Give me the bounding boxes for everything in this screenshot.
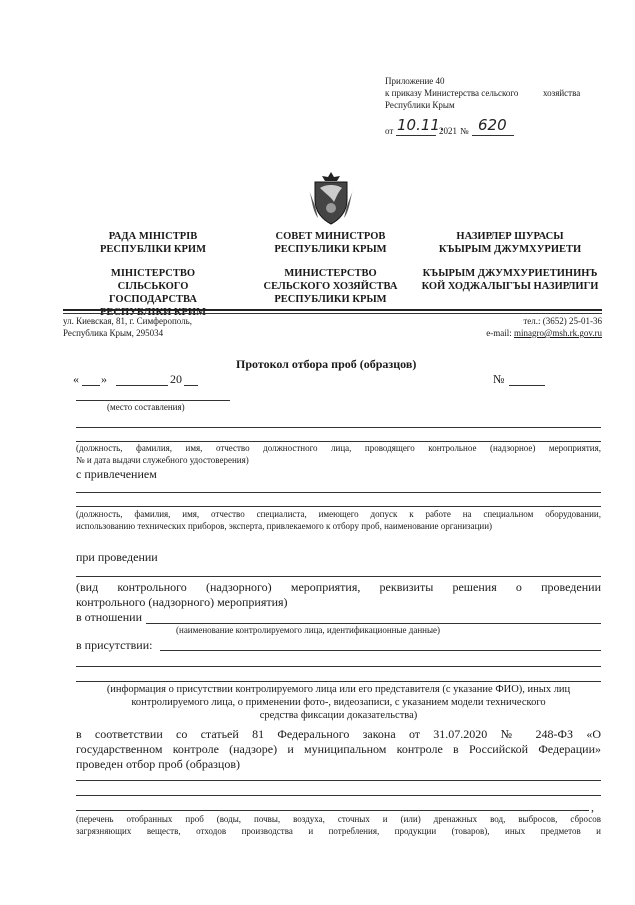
presence-caption: [76, 683, 601, 722]
place-field[interactable]: [76, 400, 230, 401]
appendix-number: 620: [478, 116, 507, 134]
date-day-field[interactable]: [82, 385, 100, 386]
header-left-line-6: РЕСПУБЛІКИ КРИМ: [100, 307, 206, 318]
official-caption-1: (должность, фамилия, имя, отчество должностного лица, проводящего контрольное (надзорное) мероприятия,: [76, 443, 601, 453]
contact-email: [486, 328, 602, 339]
appendix-number-line: [472, 135, 514, 136]
controlled-field[interactable]: [146, 623, 601, 624]
official-caption-2: № и дата выдачи служебного удостоверения): [76, 455, 249, 465]
appendix-line-3: Республики Крым: [385, 100, 455, 110]
samples-comma: ,: [591, 800, 594, 814]
contact-phone: тел.: (3652) 25-01-36: [523, 316, 602, 326]
samples-field-1[interactable]: [76, 780, 601, 781]
appendix-line-2: к приказу Министерства сельского: [385, 88, 519, 98]
law-line-3: проведен отбор проб (образцов): [76, 757, 241, 771]
specialist-caption-2: использованию технических приборов, эксперта, привлекаемого к отбору проб, наименование организации): [76, 521, 493, 531]
appendix-date-line: [396, 135, 436, 136]
header-right-line-1: НАЗИРЛЕР ШУРАСЫ: [456, 231, 564, 242]
header-left: [88, 230, 218, 319]
header-left-line-3: МІНІСТЕРСТВО: [110, 268, 196, 279]
presence-caption-2: контролируемого лица, о применении фото-, видеозаписи, с указанием модели технического: [131, 697, 546, 708]
appendix-year: 2021: [439, 126, 457, 136]
regarding-label: в отношении: [76, 610, 143, 624]
specialist-caption-1: (должность, фамилия, имя, отчество специалиста, имеющего допуск к работе на специальном оборудовании,: [76, 509, 601, 519]
presence-field-3[interactable]: [76, 681, 601, 682]
official-field-2[interactable]: [76, 441, 601, 442]
address-line-1: ул. Киевская, 81, г. Симферополь,: [63, 316, 193, 326]
samples-field-2[interactable]: [76, 795, 601, 796]
presence-caption-3: средства фиксации доказательства): [259, 710, 418, 721]
involving-label: с привлечением: [76, 467, 157, 481]
date-month-field[interactable]: [116, 385, 168, 386]
document-title: Протокол отбора проб (образцов): [236, 357, 417, 371]
coat-of-arms-emblem: [306, 170, 356, 226]
contact-email-link[interactable]: minagro@msh.rk.gov.ru: [514, 328, 602, 338]
appendix-num-prefix: №: [460, 126, 469, 136]
place-caption: (место составления): [107, 402, 185, 412]
header-left-line-5: ГОСПОДАРСТВА: [109, 294, 197, 305]
header-rule-thick: [63, 309, 602, 311]
law-line-2: государственном контроле (надзоре) и муниципальном контроле в Российской Федерации»: [76, 742, 601, 756]
samples-caption-2: загрязняющих веществ, отходов производства и потребления, продукции (товаров), иных предметов и: [76, 826, 601, 836]
event-caption-2: контрольного (надзорного) мероприятия): [76, 595, 288, 609]
specialist-field-2[interactable]: [76, 506, 601, 507]
address-line-2: Республика Крым, 295034: [63, 328, 164, 338]
header-right-line-2: КЪЫРЫМ ДЖУМХУРИЕТИ: [438, 244, 582, 255]
protocol-number-label: №: [493, 372, 505, 386]
event-caption-1: (вид контрольного (надзорного) мероприятия, реквизиты решения о проведении: [76, 580, 601, 594]
date-year-prefix: 20: [170, 372, 182, 386]
contact-email-prefix: e-mail:: [486, 328, 515, 338]
law-line-1: в соответствии со статьей 81 Федерального закона от 31.07.2020 № 248-ФЗ «О: [76, 727, 601, 741]
during-label: при проведении: [76, 550, 158, 564]
presence-label: в присутствии:: [76, 638, 153, 652]
header-rule-thin: [63, 313, 602, 314]
header-center-line-1: СОВЕТ МИНИСТРОВ: [275, 231, 386, 242]
header-right-line-4: КОЙ ХОДЖАЛЫГЪЫ НАЗИРЛИГИ: [421, 281, 599, 292]
samples-field-3[interactable]: [76, 810, 589, 811]
presence-caption-1: (информация о присутствии контролируемого лица или его представителя (с указание ФИО), иных лиц: [106, 684, 571, 695]
header-left-line-4: СІЛЬСЬКОГО: [117, 281, 189, 292]
header-center: [258, 230, 403, 306]
event-field[interactable]: [76, 576, 601, 577]
header-center-line-3: МИНИСТЕРСТВО: [284, 268, 377, 279]
presence-field-1[interactable]: [160, 650, 601, 651]
appendix-from-prefix: от: [385, 126, 394, 136]
header-right-line-3: КЪЫРЫМ ДЖУМХУРИЕТИНИНЪ: [422, 268, 598, 279]
official-field-1[interactable]: [76, 427, 601, 428]
controlled-caption: (наименование контролируемого лица, идентификационные данные): [176, 625, 441, 635]
date-quote-open: «: [73, 372, 79, 386]
presence-field-2[interactable]: [76, 666, 601, 667]
header-left-line-2: РЕСПУБЛІКИ КРИМ: [100, 244, 206, 255]
appendix-line-2b: хозяйства: [543, 88, 581, 98]
date-year-field[interactable]: [184, 385, 198, 386]
appendix-date: 10.11.: [397, 116, 445, 134]
header-left-line-1: РАДА МІНІСТРІВ: [108, 231, 198, 242]
date-quote-close: »: [101, 372, 107, 386]
specialist-field-1[interactable]: [76, 492, 601, 493]
header-center-line-4: СЕЛЬСКОГО ХОЗЯЙСТВА: [263, 281, 398, 292]
protocol-number-field[interactable]: [509, 385, 545, 386]
header-right: [420, 230, 600, 293]
header-center-line-2: РЕСПУБЛИКИ КРЫМ: [274, 244, 387, 255]
header-center-line-5: РЕСПУБЛИКИ КРЫМ: [274, 294, 387, 305]
appendix-line-1: Приложение 40: [385, 76, 445, 86]
samples-caption-1: (перечень отобранных проб (воды, почвы, воздуха, сточных и (или) дренажных вод, выбросов, сбросов: [76, 814, 601, 824]
